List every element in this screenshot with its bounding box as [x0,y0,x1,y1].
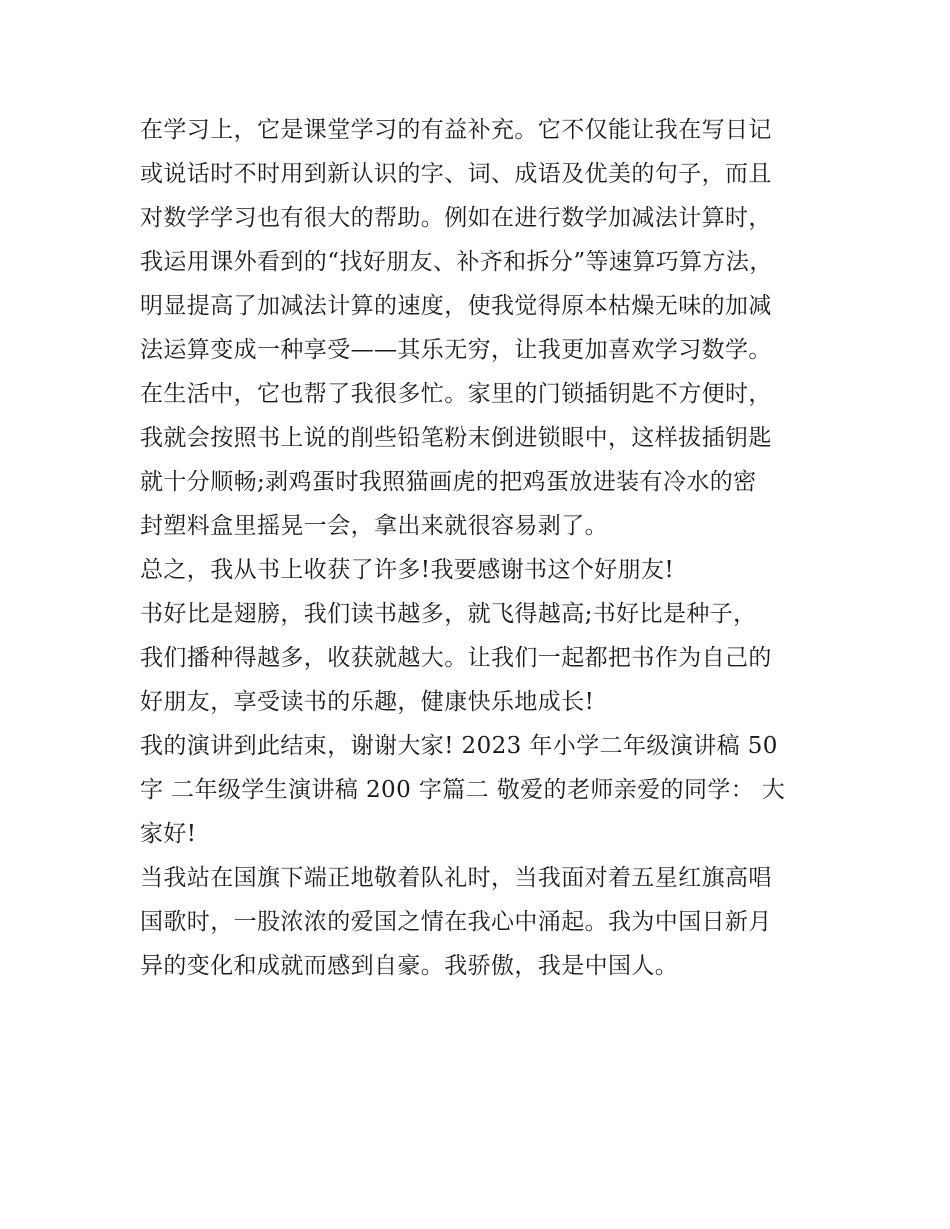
text-line: 我们播种得越多，收获就越大。让我们一起都把书作为自己的 [140,645,772,671]
text-line: 国歌时，一股浓浓的爱国之情在我心中涌起。我为中国日新月 [140,909,772,935]
text-line: 当我站在国旗下端正地敬着队礼时，当我面对着五星红旗高唱 [140,865,772,891]
text-line: 我的演讲到此结束，谢谢大家! 2023 年小学二年级演讲稿 50 [140,733,778,759]
text-line: 在学习上，它是课堂学习的有益补充。它不仅能让我在写日记 [140,117,772,143]
text-line: 明显提高了加减法计算的速度，使我觉得原本枯燥无味的加减 [140,293,772,319]
text-line: 对数学学习也有很大的帮助。例如在进行数学加减法计算时， [140,205,772,231]
text-line: 总之，我从书上收获了许多!我要感谢书这个好朋友! [140,557,675,583]
text-line: 好朋友，享受读书的乐趣，健康快乐地成长! [140,689,595,715]
text-line: 家好! [140,821,197,847]
document-body [140,108,820,988]
text-line: 封塑料盒里摇晃一会，拿出来就很容易剥了。 [140,513,608,539]
text-line: 或说话时不时用到新认识的字、词、成语及优美的句子，而且 [140,161,772,187]
text-line: 字 二年级学生演讲稿 200 字篇二 敬爱的老师亲爱的同学： 大 [140,777,786,803]
text-line: 在生活中，它也帮了我很多忙。家里的门锁插钥匙不方便时， [140,381,772,407]
text-line: 书好比是翅膀，我们读书越多，就飞得越高;书好比是种子， [140,601,757,627]
text-line: 我就会按照书上说的削些铅笔粉末倒进锁眼中，这样拔插钥匙 [140,425,772,451]
text-line: 就十分顺畅;剥鸡蛋时我照猫画虎的把鸡蛋放进装有冷水的密 [140,469,757,495]
text-line: 异的变化和成就而感到自豪。我骄傲，我是中国人。 [140,953,679,979]
text-line: 我运用课外看到的“找好朋友、补齐和拆分”等速算巧算方法， [140,249,773,275]
text-line: 法运算变成一种享受——其乐无穷，让我更加喜欢学习数学。 [140,337,772,363]
